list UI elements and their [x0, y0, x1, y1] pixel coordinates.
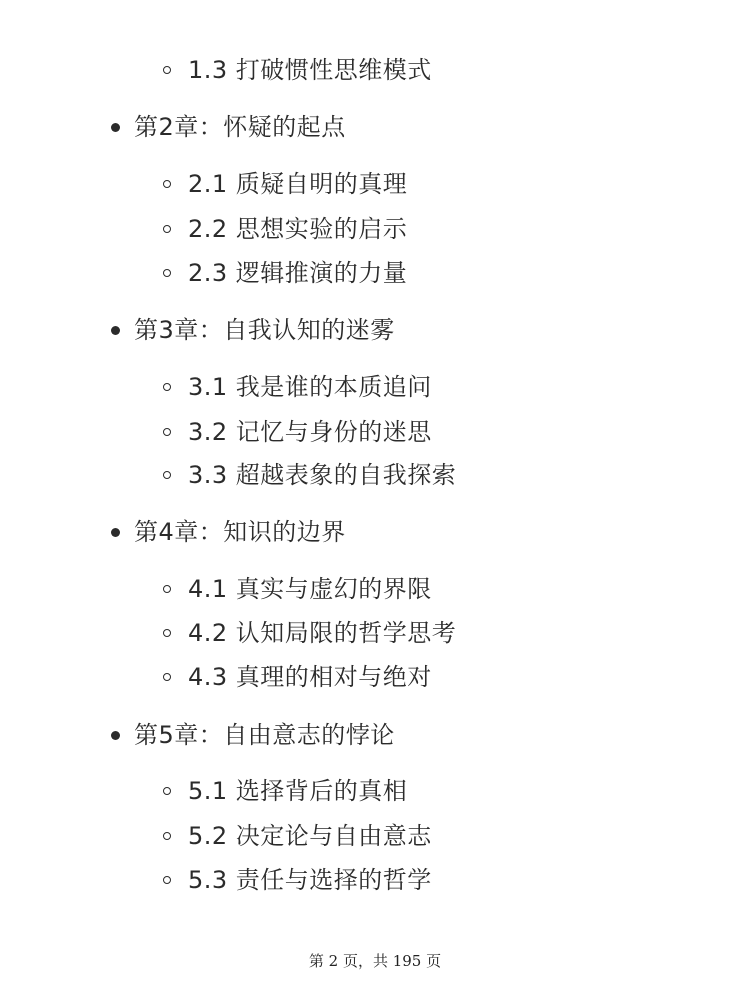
- section-label: 3.3 超越表象的自我探索: [188, 461, 457, 489]
- hollow-bullet-icon: [163, 832, 171, 840]
- section-label: 4.2 认知局限的哲学思考: [188, 619, 457, 647]
- toc-section-3-2[interactable]: [0, 412, 750, 452]
- filled-bullet-icon: [111, 326, 120, 335]
- filled-bullet-icon: [111, 731, 120, 740]
- hollow-bullet-icon: [163, 225, 171, 233]
- hollow-bullet-icon: [163, 66, 171, 74]
- toc-section-2-3[interactable]: [0, 253, 750, 293]
- hollow-bullet-icon: [163, 585, 171, 593]
- toc-chapter-3[interactable]: [0, 310, 750, 350]
- hollow-bullet-icon: [163, 787, 171, 795]
- section-label: 4.1 真实与虚幻的界限: [188, 575, 432, 603]
- section-label: 5.2 决定论与自由意志: [188, 822, 432, 850]
- hollow-bullet-icon: [163, 383, 171, 391]
- chapter-label: 第5章：自由意志的悖论: [134, 721, 395, 749]
- toc-chapter-4[interactable]: [0, 512, 750, 552]
- hollow-bullet-icon: [163, 180, 171, 188]
- chapter-label: 第2章：怀疑的起点: [134, 113, 346, 141]
- section-label: 2.2 思想实验的启示: [188, 215, 408, 243]
- section-label: 3.2 记忆与身份的迷思: [188, 418, 432, 446]
- section-label: 2.1 质疑自明的真理: [188, 170, 408, 198]
- toc-section-5-2[interactable]: [0, 816, 750, 856]
- toc-section-3-1[interactable]: [0, 367, 750, 407]
- chapter-label: 第3章：自我认知的迷雾: [134, 316, 395, 344]
- toc-section-2-1[interactable]: [0, 164, 750, 204]
- hollow-bullet-icon: [163, 629, 171, 637]
- section-label: 5.3 责任与选择的哲学: [188, 866, 432, 894]
- toc-section-4-1[interactable]: [0, 569, 750, 609]
- section-label: 5.1 选择背后的真相: [188, 777, 408, 805]
- toc-section-2-2[interactable]: [0, 209, 750, 249]
- filled-bullet-icon: [111, 528, 120, 537]
- toc-section-3-3[interactable]: [0, 455, 750, 495]
- toc-section-4-3[interactable]: [0, 657, 750, 697]
- section-label: 1.3 打破惯性思维模式: [188, 56, 432, 84]
- toc-chapter-5[interactable]: [0, 715, 750, 755]
- toc-chapter-2[interactable]: [0, 107, 750, 147]
- hollow-bullet-icon: [163, 673, 171, 681]
- hollow-bullet-icon: [163, 269, 171, 277]
- toc-section-5-3[interactable]: [0, 860, 750, 900]
- filled-bullet-icon: [111, 123, 120, 132]
- section-label: 3.1 我是谁的本质追问: [188, 373, 432, 401]
- chapter-label: 第4章：知识的边界: [134, 518, 346, 546]
- toc-section-5-1[interactable]: [0, 771, 750, 811]
- toc-section-1-3[interactable]: [0, 50, 750, 90]
- section-label: 4.3 真理的相对与绝对: [188, 663, 432, 691]
- hollow-bullet-icon: [163, 471, 171, 479]
- section-label: 2.3 逻辑推演的力量: [188, 259, 408, 287]
- hollow-bullet-icon: [163, 876, 171, 884]
- hollow-bullet-icon: [163, 428, 171, 436]
- page-footer: 第 2 页，共 195 页: [308, 952, 442, 970]
- toc-section-4-2[interactable]: [0, 613, 750, 653]
